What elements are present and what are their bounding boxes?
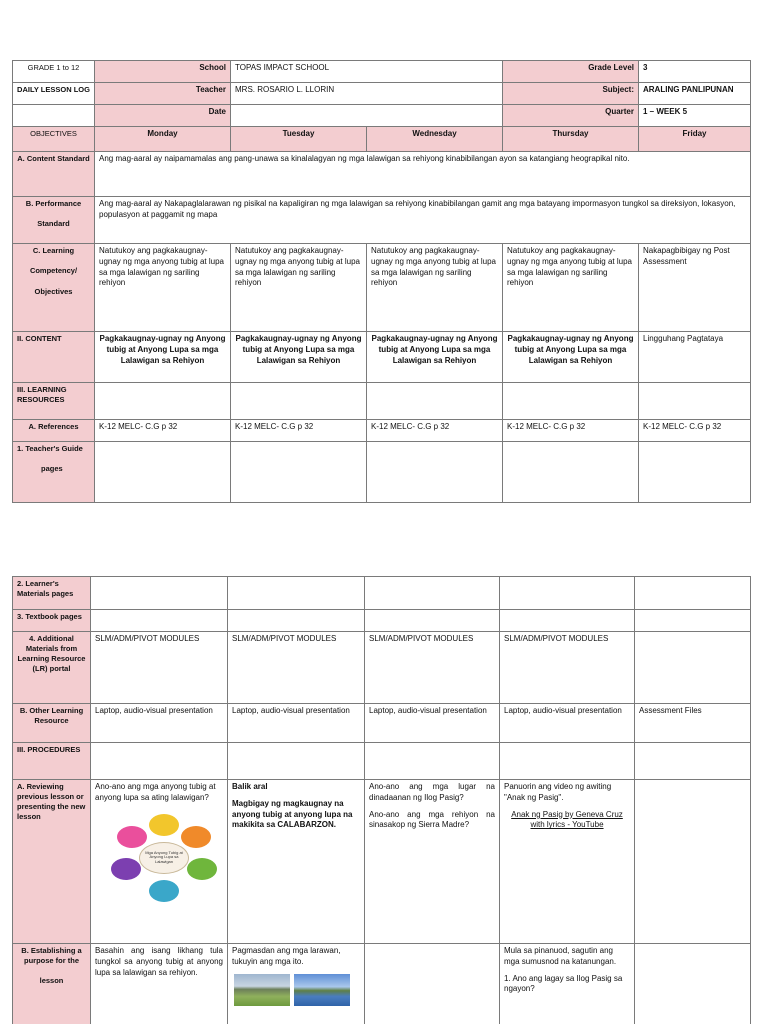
teacher-value: MRS. ROSARIO L. LLORIN: [231, 83, 503, 105]
reviewing-tuesday-heading: Balik aral: [232, 782, 268, 791]
additional-materials-monday: SLM/ADM/PIVOT MODULES: [91, 632, 228, 704]
blank-cell: [91, 743, 228, 780]
reviewing-wednesday-p2: Ano-ano ang mga rehiyon na sinasakop ng Sierra Madre?: [369, 809, 495, 830]
diagram-center-label: Mga Anyong Tubig at Anyong Lupa sa Lalawigan: [139, 842, 189, 874]
blank-cell: [231, 383, 367, 420]
performance-label-line1: B. Performance: [25, 199, 82, 208]
water-land-diagram: [109, 812, 219, 904]
reviewing-tuesday-body: Magbigay ng magkaugnay na anyong tubig at anyong lupa na makikita sa CALABARZON.: [232, 798, 353, 830]
diagram-bubble: [187, 858, 217, 880]
school-value: TOPAS IMPACT SCHOOL: [231, 61, 503, 83]
mountain-photo: [234, 974, 290, 1006]
content-friday: Lingguhang Pagtataya: [639, 332, 751, 383]
blank-cell: [503, 383, 639, 420]
reviewing-thursday: [500, 780, 635, 944]
learners-materials-label: 2. Learner's Materials pages: [13, 577, 91, 610]
subject-value: ARALING PANLIPUNAN: [639, 83, 751, 105]
content-label: II. CONTENT: [13, 332, 95, 383]
establishing-thursday-p2: 1. Ano ang lagay sa Ilog Pasig sa ngayon?: [504, 973, 623, 994]
textbook-pages-label: 3. Textbook pages: [13, 610, 91, 632]
blank-cell: [231, 442, 367, 503]
school-label: School: [95, 61, 231, 83]
blank-cell: [367, 383, 503, 420]
references-monday: K-12 MELC- C.G p 32: [95, 420, 231, 442]
quarter-value: 1 – WEEK 5: [639, 105, 751, 127]
content-tuesday: Pagkakaugnay-ugnay ng Anyong tubig at Anyong Lupa sa mga Lalawigan sa Rehiyon: [231, 332, 367, 383]
blank-cell: [365, 944, 500, 1024]
log-title: DAILY LESSON LOG: [13, 83, 95, 105]
establishing-label-line1: B. Establishing a purpose for the: [21, 946, 82, 966]
day-header-friday: Friday: [639, 127, 751, 152]
quarter-label: Quarter: [503, 105, 639, 127]
competency-label: [13, 244, 95, 332]
youtube-link[interactable]: Anak ng Pasig by Geneva Cruz with lyrics - YouTube: [511, 809, 623, 830]
day-header-thursday: Thursday: [503, 127, 639, 152]
performance-label-line2: Standard: [37, 219, 70, 229]
other-resources-friday: Assessment Files: [635, 704, 751, 743]
blank-cell: [228, 743, 365, 780]
performance-standard-label: [13, 197, 95, 244]
blank-cell: [635, 577, 751, 610]
establishing-tuesday: [228, 944, 365, 1024]
day-header-monday: Monday: [95, 127, 231, 152]
additional-materials-tuesday: SLM/ADM/PIVOT MODULES: [228, 632, 365, 704]
blank-cell: [500, 577, 635, 610]
blank-cell: [365, 577, 500, 610]
other-resources-label: B. Other Learning Resource: [13, 704, 91, 743]
blank-cell: [95, 383, 231, 420]
blank-cell: [228, 577, 365, 610]
establishing-label: [13, 944, 91, 1024]
reviewing-thursday-p1: Panuorin ang video ng awiting "Anak ng Pasig".: [504, 782, 612, 802]
competency-friday: Nakapagbibigay ng Post Assessment: [639, 244, 751, 332]
references-wednesday: K-12 MELC- C.G p 32: [367, 420, 503, 442]
teacher-label: Teacher: [95, 83, 231, 105]
other-resources-monday: Laptop, audio-visual presentation: [91, 704, 228, 743]
date-label: Date: [95, 105, 231, 127]
other-resources-thursday: Laptop, audio-visual presentation: [500, 704, 635, 743]
grade-range: GRADE 1 to 12: [13, 61, 95, 83]
references-thursday: K-12 MELC- C.G p 32: [503, 420, 639, 442]
references-friday: K-12 MELC- C.G p 32: [639, 420, 751, 442]
blank-cell: [639, 383, 751, 420]
reviewing-wednesday: [365, 780, 500, 944]
lesson-log-table-page-1: [12, 60, 751, 503]
blank-cell: [503, 442, 639, 503]
blank-cell: [639, 442, 751, 503]
reviewing-monday: [91, 780, 228, 944]
competency-label-line1: C. Learning: [32, 246, 75, 255]
other-resources-wednesday: Laptop, audio-visual presentation: [365, 704, 500, 743]
establishing-thursday-p1: Mula sa pinanuod, sagutin ang mga sumusnod na katanungan.: [504, 946, 617, 966]
other-resources-tuesday: Laptop, audio-visual presentation: [228, 704, 365, 743]
competency-thursday: Natutukoy ang pagkakaugnay-ugnay ng mga anyong tubig at lupa sa mga lalawigan ng sariling rehiyon: [503, 244, 639, 332]
learning-resources-label: III. LEARNING RESOURCES: [13, 383, 95, 420]
blank-cell: [635, 780, 751, 944]
teachers-guide-label-line2: pages: [41, 464, 63, 474]
blank-cell: [91, 610, 228, 632]
blank-cell: [500, 743, 635, 780]
reviewing-label: A. Reviewing previous lesson or presenting the new lesson: [13, 780, 91, 944]
subject-label: Subject:: [503, 83, 639, 105]
teachers-guide-label: [13, 442, 95, 503]
date-value: [231, 105, 503, 127]
references-tuesday: K-12 MELC- C.G p 32: [231, 420, 367, 442]
diagram-bubble: [111, 858, 141, 880]
day-header-tuesday: Tuesday: [231, 127, 367, 152]
establishing-thursday: [500, 944, 635, 1024]
grade-level-label: Grade Level: [503, 61, 639, 83]
blank-cell: [13, 105, 95, 127]
competency-label-line2: Competency/: [29, 266, 78, 276]
lake-photo: [294, 974, 350, 1006]
performance-standard-text: Ang mag-aaral ay Nakapaglalarawan ng pisikal na kapaligiran ng mga lalawigan sa rehiyong kinabibilangan gamit ang mga batayang impormasyon tungkol sa direksiyon, lokasyon, populasyon at paggamit ng mapa: [95, 197, 751, 244]
blank-cell: [635, 743, 751, 780]
blank-cell: [95, 442, 231, 503]
teachers-guide-label-line1: 1. Teacher's Guide: [17, 444, 83, 453]
blank-cell: [500, 610, 635, 632]
competency-monday: Natutukoy ang pagkakaugnay-ugnay ng mga anyong tubig at lupa sa mga lalawigan ng sariling rehiyon: [95, 244, 231, 332]
objectives-header: OBJECTIVES: [13, 127, 95, 152]
competency-wednesday: Natutukoy ang pagkakaugnay-ugnay ng mga anyong tubig at lupa sa mga lalawigan ng sariling rehiyon: [367, 244, 503, 332]
diagram-bubble: [149, 880, 179, 902]
diagram-bubble: [181, 826, 211, 848]
content-standard-text: Ang mag-aaral ay naipamamalas ang pang-unawa sa kinalalagyan ng mga lalawigan sa rehiyong kinabibilangan ayon sa katangiang heograpikal nito.: [95, 152, 751, 197]
competency-label-line3: Objectives: [34, 286, 73, 296]
reviewing-tuesday: [228, 780, 365, 944]
reviewing-wednesday-p1: Ano-ano ang mga lugar na dinadaanan ng Ilog Pasig?: [369, 782, 495, 802]
diagram-bubble: [149, 814, 179, 836]
grade-level-value: 3: [639, 61, 751, 83]
content-wednesday: Pagkakaugnay-ugnay ng Anyong tubig at Anyong Lupa sa mga Lalawigan sa Rehiyon: [367, 332, 503, 383]
diagram-bubble: [117, 826, 147, 848]
blank-cell: [228, 610, 365, 632]
additional-materials-wednesday: SLM/ADM/PIVOT MODULES: [365, 632, 500, 704]
content-thursday: Pagkakaugnay-ugnay ng Anyong tubig at Anyong Lupa sa mga Lalawigan sa Rehiyon: [503, 332, 639, 383]
blank-cell: [91, 577, 228, 610]
blank-cell: [365, 610, 500, 632]
content-standard-label: A. Content Standard: [13, 152, 95, 197]
additional-materials-label: 4. Additional Materials from Learning Resource (LR) portal: [13, 632, 91, 704]
references-label: A. References: [13, 420, 95, 442]
blank-cell: [367, 442, 503, 503]
establishing-tuesday-text: Pagmasdan ang mga larawan, tukuyin ang mga ito.: [232, 946, 341, 966]
blank-cell: [635, 944, 751, 1024]
establishing-label-line2: lesson: [39, 976, 64, 986]
additional-materials-thursday: SLM/ADM/PIVOT MODULES: [500, 632, 635, 704]
blank-cell: [635, 610, 751, 632]
content-monday: Pagkakaugnay-ugnay ng Anyong tubig at Anyong Lupa sa mga Lalawigan sa Rehiyon: [95, 332, 231, 383]
reviewing-monday-question: Ano-ano ang mga anyong tubig at anyong lupa sa ating lalawigan?: [95, 782, 216, 802]
establishing-monday: Basahin ang isang likhang tula tungkol sa anyong tubig at anyong lupa sa lalawigan sa rehiyon.: [91, 944, 228, 1024]
blank-cell: [365, 743, 500, 780]
competency-tuesday: Natutukoy ang pagkakaugnay-ugnay ng mga anyong tubig at lupa sa mga lalawigan ng sariling rehiyon: [231, 244, 367, 332]
additional-materials-friday: [635, 632, 751, 704]
lesson-log-table-page-2: [12, 576, 751, 1024]
procedures-label: III. PROCEDURES: [13, 743, 91, 780]
day-header-wednesday: Wednesday: [367, 127, 503, 152]
